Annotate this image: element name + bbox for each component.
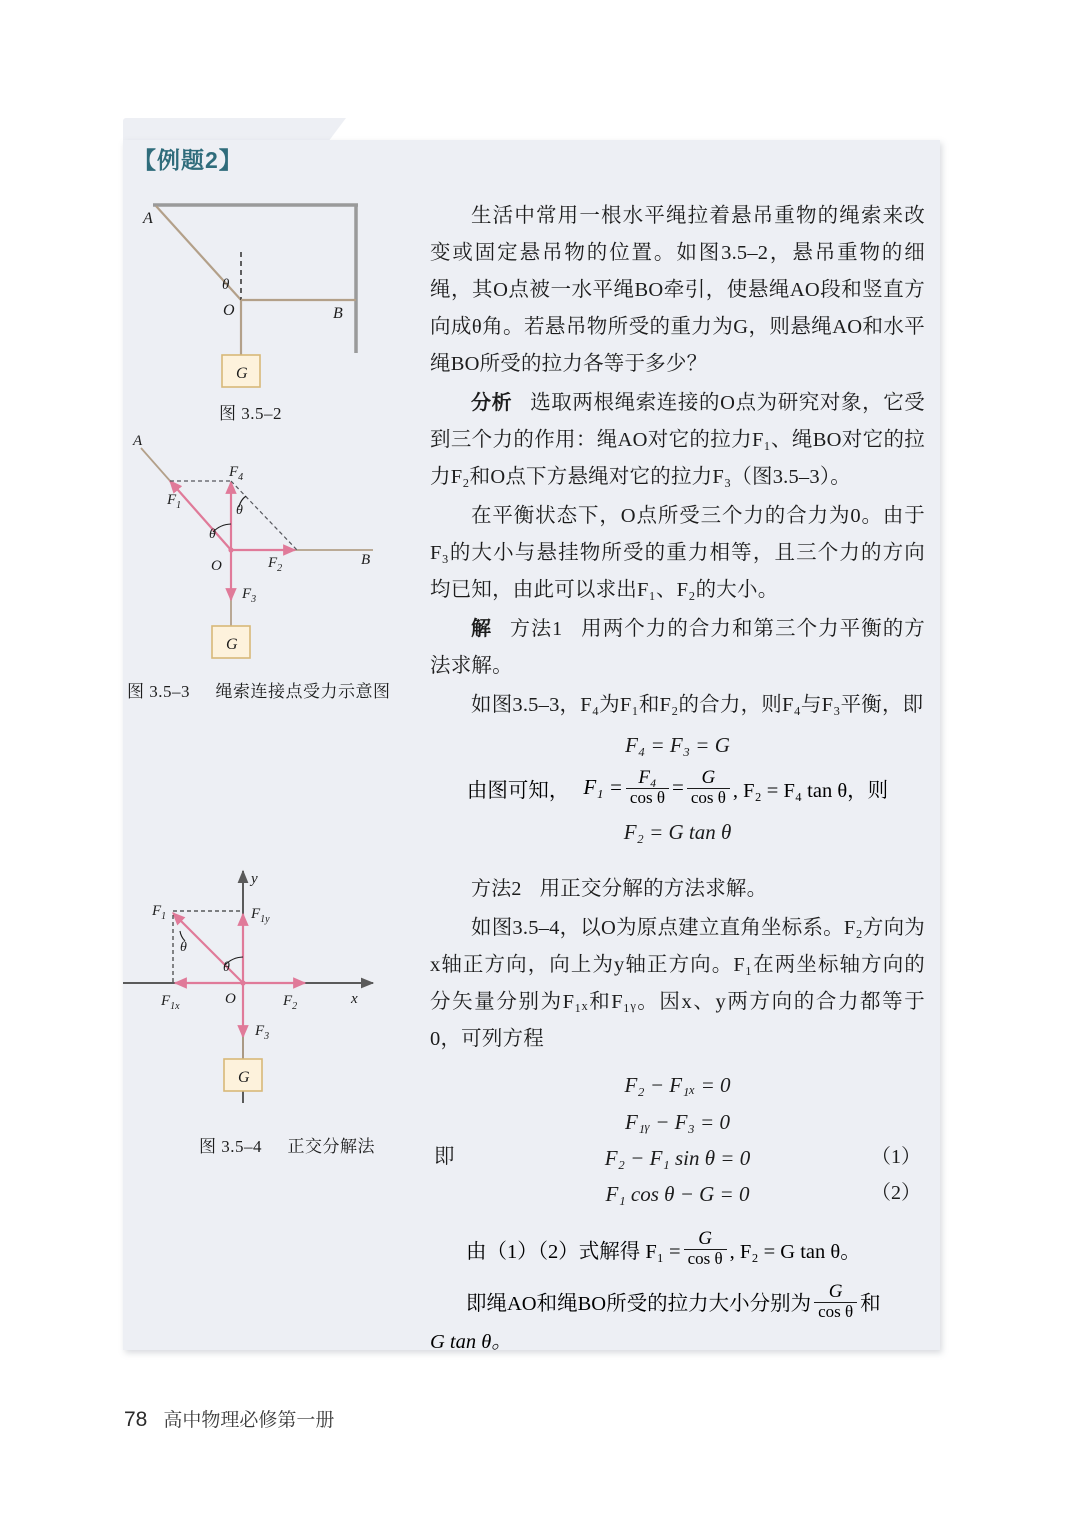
method2-paragraph: [430, 871, 925, 908]
solve-mid: , F₂ = G tan θ。: [729, 1240, 861, 1263]
fig3-label-G: G: [226, 636, 238, 653]
fig4-label-y: y: [251, 871, 258, 887]
fraction-f4-over-cos: [626, 768, 669, 807]
equation-a: F₂ − F₁ₓ = 0: [624, 1073, 731, 1098]
equation-f4: F₄ = F₃ = G: [625, 733, 730, 757]
equation-d: F₁ cos θ − G = 0: [605, 1182, 750, 1207]
fig4-label-F2: $F_2$: [283, 993, 298, 1012]
equation-f2: F₂ = G tan θ: [623, 820, 732, 845]
fig4-label-theta1: θ: [223, 960, 230, 975]
method2-label: 方法2: [471, 878, 522, 901]
figure-3-5-3-svg: [123, 428, 423, 668]
figure-3-5-3-caption-text: 绳索连接点受力示意图: [215, 682, 391, 701]
figure-3-5-4-svg: [123, 853, 423, 1123]
fig4-label-F3: $F_3$: [255, 1023, 270, 1042]
ji-label: 即: [434, 1145, 455, 1168]
f2-tail: , F₂ = F₄ tan θ，则: [732, 779, 889, 802]
page-tab-notch: [123, 118, 328, 142]
fig4-label-F1x: $F_{1x}$: [161, 993, 180, 1012]
solve-result-row: [430, 1229, 925, 1268]
result-numerator-g: G: [698, 1228, 712, 1250]
equals-sign: =: [671, 775, 684, 800]
equation-c: F₂ − F₁ sin θ = 0: [604, 1145, 751, 1170]
fig3-label-B: B: [361, 552, 371, 568]
fig4-label-O: O: [225, 991, 236, 1007]
fig3-label-F3: $F_3$: [242, 586, 257, 605]
method1-label: 方法1: [510, 618, 563, 640]
fraction-g-over-cos-final: [814, 1282, 857, 1321]
fig3-label-F1: $F_1$: [167, 492, 182, 511]
figure-3-5-4-caption-number: 图 3.5–4: [199, 1137, 262, 1156]
fig3-label-O: O: [211, 558, 222, 574]
method2-text: 用正交分解的方法求解。: [539, 878, 768, 901]
equation-c-number: （1）: [871, 1145, 921, 1168]
final-prefix: 即绳AO和绳BO所受的拉力大小分别为: [466, 1293, 812, 1316]
text-column: [430, 198, 925, 1354]
figure-3-5-2-caption: 图 3.5–2: [219, 404, 282, 423]
equation-d-row: [430, 1181, 925, 1207]
figure-3-5-4-caption-text: 正交分解法: [287, 1137, 375, 1156]
final-denominator-cos: cos θ: [814, 1302, 857, 1321]
fraction-numerator-g: G: [701, 767, 716, 789]
equation-b: F₁ᵧ − F₃ = 0: [625, 1109, 730, 1134]
fig3-label-F2: $F_2$: [268, 555, 283, 574]
analysis-paragraph-2: 在平衡状态下，O点所受三个力的合力为0。由于F₃的大小与悬挂物所受的重力相等，且三个力的方向均已知，由此可以求出F₁、F₂的大小。: [430, 505, 926, 601]
figure-3-5-4: [123, 853, 423, 1156]
fig4-label-F1y: $F_{1y}$: [251, 906, 270, 925]
fraction-g-over-cos: [687, 768, 730, 807]
book-title: 高中物理必修第一册: [163, 1410, 335, 1431]
equation-c-row: [430, 1145, 925, 1171]
page-number: 78: [124, 1408, 148, 1431]
figures-column: [123, 190, 423, 1330]
figure-3-5-3-caption: [123, 677, 423, 702]
analysis-text-1: 选取两根绳索连接的O点为研究对象，它受到三个力的作用：绳AO对它的拉力F₁、绳BO对它的拉力F₂和O点下方悬绳对它的拉力F₃（图3.5–3）。: [430, 392, 925, 488]
analysis-label: 分析: [471, 392, 513, 414]
fig2-label-G: G: [236, 365, 248, 382]
analysis-paragraph-1: [430, 385, 925, 496]
final-tail: G tan θ。: [430, 1330, 512, 1353]
final-numerator-g: G: [828, 1281, 843, 1303]
figure-3-5-2: [123, 190, 423, 423]
problem-statement: 生活中常用一根水平绳拉着悬吊重物的绳索来改变或固定悬吊物的位置。如图3.5–2，悬吊重物的细绳，其O点被一水平绳BO牵引，使悬绳AO段和竖直方向成θ角。若悬吊物所受的重力为G，则悬绳AO和水平绳BO所受的拉力各等于多少？: [430, 205, 925, 375]
result-denominator-cos: cos θ: [684, 1249, 727, 1268]
method1-text: 用两个力的合力和第三个力平衡的方法求解。: [430, 618, 926, 677]
fig4-label-x: x: [351, 991, 358, 1007]
fig4-label-F1: $F_1$: [152, 903, 167, 922]
fig4-label-G: G: [238, 1069, 250, 1086]
fig3-label-A: A: [133, 433, 143, 449]
figure-3-5-3: [123, 428, 423, 701]
fig2-label-B: B: [333, 305, 343, 322]
f1-label: F₁ =: [583, 775, 623, 800]
equation-d-number: （2）: [871, 1182, 921, 1205]
figure-3-5-4-caption: [123, 1132, 423, 1157]
equation-f1-derivation: [430, 768, 925, 807]
solution-label: 解: [471, 618, 493, 640]
fig3-label-theta1: θ: [209, 527, 216, 542]
method1-explain: 如图3.5–3，F₄为F₁和F₂的合力，则F₄与F₃平衡，即: [471, 694, 924, 716]
figure-3-5-3-caption-number: 图 3.5–3: [127, 682, 190, 701]
page-footer: [124, 1405, 334, 1432]
fraction-denominator-cos-2: cos θ: [687, 788, 730, 807]
fig3-label-theta2: θ: [236, 503, 243, 518]
solve-prefix: 由（1）（2）式解得 F₁ =: [466, 1240, 681, 1263]
fig4-label-theta2: θ: [180, 940, 187, 955]
fraction-g-over-cos-result: [684, 1229, 727, 1268]
method2-explain: 如图3.5–4，以O为原点建立直角坐标系。F₂方向为x轴正方向，向上为y轴正方向。F₁在两坐标轴方向的分矢量分别为F₁ₓ和F₁ᵧ。因x、y两方向的合力都等于0，可列方程: [430, 917, 925, 1051]
figure-3-5-2-svg: [123, 190, 423, 390]
page-title: 【例题2】: [133, 147, 243, 173]
fig2-label-A: A: [143, 210, 153, 227]
fig2-label-O: O: [223, 302, 235, 319]
fig3-label-F4: $F_4$: [229, 464, 244, 483]
derivation-prefix: 由图可知，: [466, 779, 570, 802]
final-answer-row: [430, 1282, 925, 1321]
fraction-numerator-f4: F₄: [638, 767, 657, 789]
solution-paragraph: [430, 611, 925, 685]
fraction-denominator-cos: cos θ: [626, 788, 669, 807]
fig2-label-theta: θ: [222, 277, 230, 293]
final-and: 和: [860, 1293, 881, 1316]
